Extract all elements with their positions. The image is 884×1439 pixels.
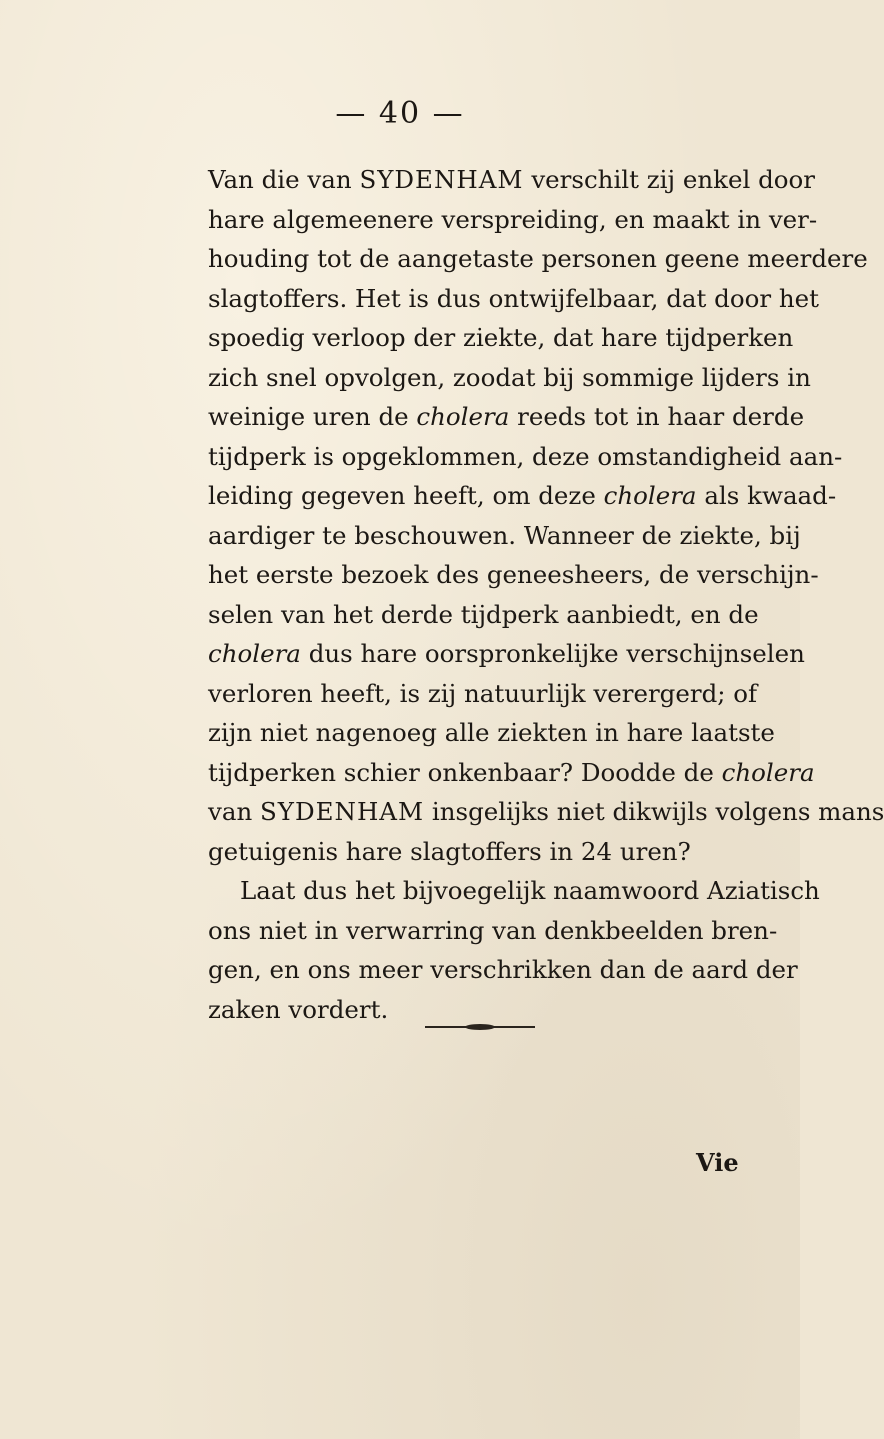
disease-term: cholera [208, 639, 301, 668]
text-line: aardiger te beschouwen. Wanneer de ziekte, bij [208, 520, 801, 550]
disease-term: cholera [603, 481, 697, 510]
text-line: ons niet in verwarring van denkbeelden bren- [208, 915, 778, 945]
text-line: leiding gegeven heeft, om deze cholera als kwaad- [208, 481, 837, 510]
disease-term: cholera [416, 402, 510, 431]
text-line: gen, en ons meer verschrikken dan de aard der [208, 955, 798, 984]
text-line: cholera dus hare oorspronkelijke verschijnselen [208, 639, 805, 668]
text-line: tijdperk is opgeklommen, deze omstandigheid aan- [208, 441, 843, 471]
body-text [208, 160, 884, 1029]
text-line: van SYDENHAM insgelijks niet dikwijls volgens mans [208, 797, 884, 826]
text-line: zijn niet nagenoeg alle ziekten in hare laatste [208, 718, 775, 747]
author-name: SYDENHAM [260, 797, 425, 826]
author-name: SYDENHAM [359, 165, 524, 194]
page-number-header: — 40 — [335, 96, 465, 131]
text-line: zaken vordert. [208, 994, 389, 1024]
text-line: selen van het derde tijdperk aanbiedt, en de [208, 599, 759, 629]
disease-term: cholera [721, 757, 815, 787]
text-line: verloren heeft, is zij natuurlijk verergerd; of [208, 678, 758, 708]
text-line: getuigenis hare slagtoffers in 24 uren? [208, 836, 691, 866]
text-line: Van die van SYDENHAM verschilt zij enkel door [208, 165, 816, 194]
text-line: zich snel opvolgen, zoodat bij sommige lijders in [208, 362, 811, 392]
section-divider-ornament [425, 1026, 535, 1028]
text-line: het eerste bezoek des geneesheers, de verschijn- [208, 560, 819, 589]
text-line: houding tot de aangetaste personen geene meerdere [208, 244, 868, 273]
text-line: slagtoffers. Het is dus ontwijfelbaar, dat door het [208, 283, 819, 313]
text-line: weinige uren de cholera reeds tot in haar derde [208, 402, 805, 431]
text-line: tijdperken schier onkenbaar? Doodde de cholera [208, 757, 815, 787]
catchword: Vie [696, 1148, 739, 1177]
paragraph-start-line: Laat dus het bijvoegelijk naamwoord Aziatisch [240, 876, 820, 905]
text-line: hare algemeenere verspreiding, en maakt in ver- [208, 204, 818, 234]
text-line: spoedig verloop der ziekte, dat hare tijdperken [208, 323, 794, 352]
